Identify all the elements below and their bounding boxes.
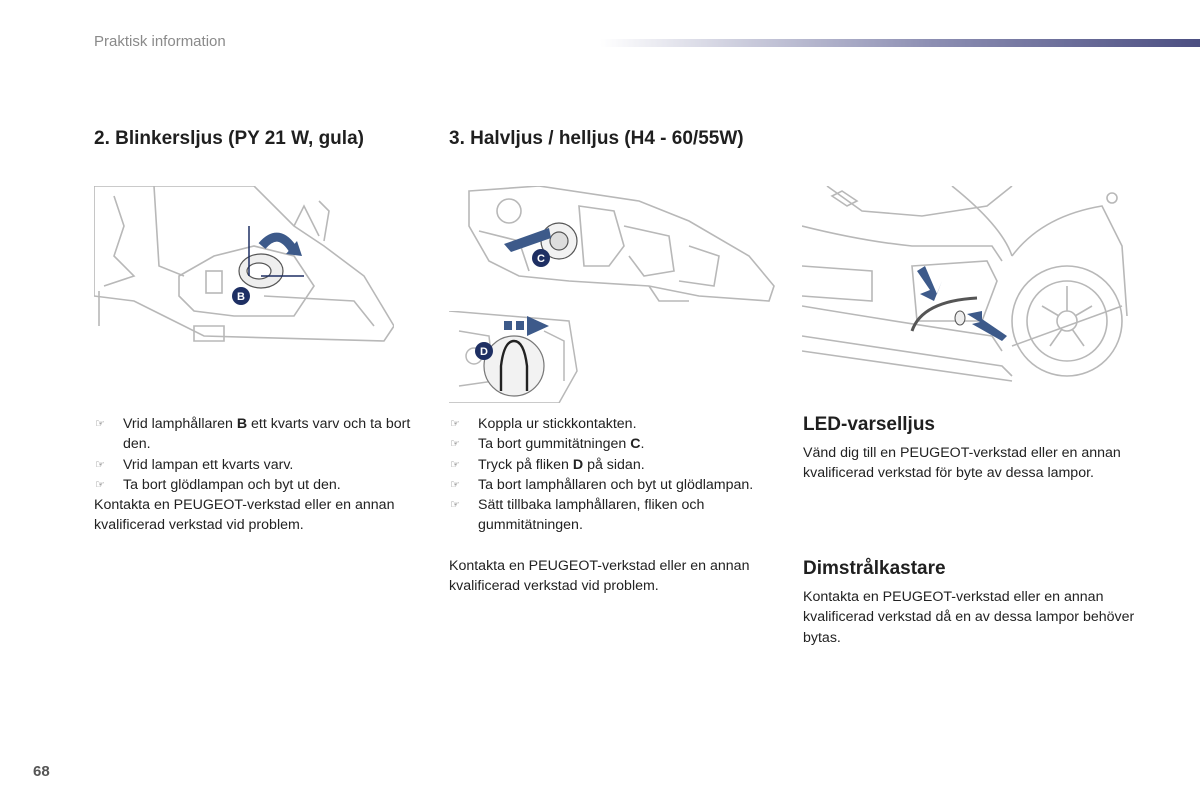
front-bumper-illustration — [802, 186, 1132, 396]
bulb-tab-illustration — [449, 311, 579, 403]
turn-signal-steps — [94, 414, 429, 495]
marker-c: C — [537, 253, 545, 265]
led-text: Vänd dig till en PEUGEOT-verkstad eller en annan kvalificerad verkstad för byte av dessa lampor. — [803, 445, 1121, 482]
headlight-steps — [449, 414, 784, 536]
page-number: 68 — [33, 763, 50, 780]
header-gradient-bar — [600, 39, 1200, 47]
pointing-hand-icon: ☞ — [450, 418, 460, 430]
led-title: LED-varselljus — [803, 414, 935, 435]
headlight-note: Kontakta en PEUGEOT-verkstad eller en annan kvalificerad verkstad vid problem. — [449, 558, 750, 595]
fog-text: Kontakta en PEUGEOT-verkstad eller en annan kvalificerad verkstad då en av dessa lampor behöver bytas. — [803, 589, 1135, 646]
marker-b: B — [237, 291, 245, 303]
fog-title: Dimstrålkastare — [803, 558, 946, 579]
section-title-turn-signal: 2. Blinkersljus (PY 21 W, gula) — [94, 128, 364, 149]
pointing-hand-icon: ☞ — [95, 458, 105, 471]
pointing-hand-icon: ☞ — [95, 418, 105, 430]
list-item: ☞ Ta bort glödlampan och byt ut den. — [94, 475, 429, 495]
pointing-hand-icon: ☞ — [450, 458, 460, 471]
turn-signal-illustration — [94, 186, 394, 346]
pointing-hand-icon: ☞ — [95, 478, 105, 491]
pointing-hand-icon: ☞ — [450, 478, 460, 491]
list-item: ☞ Sätt tillbaka lamphållaren, fliken och gummitätningen. — [450, 497, 705, 534]
turn-signal-note: Kontakta en PEUGEOT-verkstad eller en annan kvalificerad verkstad vid problem. — [94, 497, 395, 534]
section-header: Praktisk information — [94, 33, 226, 50]
list-item: ☞ Vrid lamphållaren B ett kvarts varv och ta bort den. — [95, 416, 411, 453]
list-item: ☞ Tryck på fliken D på sidan. — [449, 455, 784, 475]
list-item: ☞ Vrid lampan ett kvarts varv. — [94, 455, 429, 475]
list-item: ☞ Ta bort gummitätningen C. — [449, 434, 784, 454]
headlight-illustration — [449, 186, 779, 306]
pointing-hand-icon: ☞ — [450, 499, 460, 512]
marker-d: D — [480, 346, 488, 358]
list-item: ☞ Ta bort lamphållaren och byt ut glödlampan. — [449, 475, 784, 495]
list-item: ☞ Koppla ur stickkontakten. — [449, 414, 784, 434]
section-title-headlight: 3. Halvljus / helljus (H4 - 60/55W) — [449, 128, 744, 149]
pointing-hand-icon: ☞ — [450, 438, 460, 451]
